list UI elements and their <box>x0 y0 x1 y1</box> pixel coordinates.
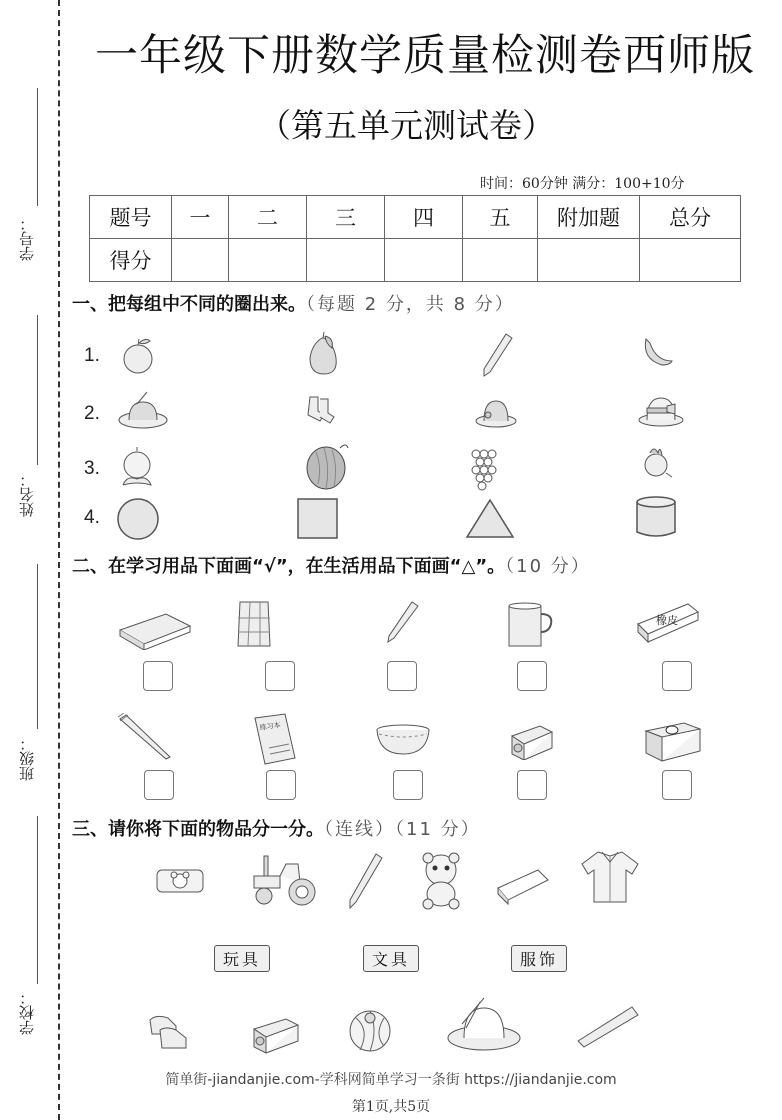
page-title: 一年级下册数学质量检测卷西师版 <box>95 31 755 81</box>
feather-hat-icon[interactable] <box>444 994 522 1054</box>
header-cell: 五 <box>463 196 538 239</box>
header-cell: 四 <box>385 196 463 239</box>
category-toys[interactable]: 玩具 <box>214 945 270 972</box>
section2-heading: 二、在学习用品下面画“√”，在生活用品下面画“△”。 <box>72 556 506 577</box>
group3-number: 3. <box>84 458 100 479</box>
class-label: 班级： <box>18 736 36 781</box>
tissue-box-icon[interactable] <box>644 719 702 763</box>
score-cell[interactable] <box>229 239 307 282</box>
eraser-icon[interactable] <box>496 866 550 906</box>
header-cell: 二 <box>229 196 307 239</box>
class-line[interactable] <box>37 564 38 729</box>
header-cell: 一 <box>172 196 229 239</box>
group2-number: 2. <box>84 403 100 424</box>
bear-pencil-case-icon[interactable] <box>155 866 205 896</box>
towel-icon[interactable] <box>234 598 274 654</box>
category-clothing[interactable]: 服饰 <box>511 945 567 972</box>
section3-points: （连线）（11 分） <box>324 819 481 840</box>
tractor-icon[interactable] <box>250 852 320 908</box>
mug-icon[interactable] <box>505 600 555 650</box>
sneakers-icon[interactable] <box>146 1012 192 1054</box>
group4-number: 4. <box>84 507 100 528</box>
answer-box-eraser[interactable] <box>662 661 692 691</box>
radish-icon[interactable] <box>640 443 674 483</box>
school-line[interactable] <box>37 816 38 984</box>
name-label: 姓名： <box>18 472 36 517</box>
score-cell[interactable] <box>172 239 229 282</box>
book-label: 练习本 <box>259 721 282 732</box>
section1-heading: 一、把每组中不同的圈出来。 <box>72 294 306 315</box>
score-cell[interactable] <box>640 239 741 282</box>
eraser-icon[interactable] <box>636 600 702 650</box>
banana-icon[interactable] <box>640 335 676 371</box>
section3-heading: 三、请你将下面的物品分一分。 <box>72 819 324 840</box>
score-table <box>89 195 741 282</box>
toothbrush-icon[interactable] <box>116 713 172 761</box>
page-subtitle: （第五单元测试卷） <box>258 106 555 145</box>
eraser-label: 橡皮 <box>656 614 678 627</box>
header-cell: 题号 <box>90 196 172 239</box>
beach-ball-icon[interactable] <box>348 1008 392 1054</box>
triangle-shape-icon[interactable] <box>465 497 515 539</box>
teddy-bear-icon[interactable] <box>414 850 468 910</box>
name-line[interactable] <box>37 315 38 465</box>
category-stationery[interactable]: 文具 <box>363 945 419 972</box>
answer-box-pencil[interactable] <box>387 661 417 691</box>
score-cell[interactable] <box>385 239 463 282</box>
pencil-icon[interactable] <box>346 852 386 910</box>
answer-box-bowl[interactable] <box>393 770 423 800</box>
group1-number: 1. <box>84 345 100 366</box>
pencil-icon[interactable] <box>478 330 518 378</box>
score-cell[interactable] <box>538 239 640 282</box>
cylinder-shape-icon[interactable] <box>634 494 678 540</box>
pencil-case-icon[interactable] <box>116 610 192 650</box>
pear-icon[interactable] <box>302 330 344 378</box>
bowl-icon[interactable] <box>375 722 431 758</box>
section2-title <box>72 552 591 578</box>
bow-hat-icon[interactable] <box>637 392 685 428</box>
section1-title <box>72 290 515 316</box>
section1-points: （每题 2 分，共 8 分） <box>306 294 515 315</box>
feather-hat-icon[interactable] <box>117 390 169 430</box>
answer-box-exercise-book[interactable] <box>266 770 296 800</box>
socks-icon[interactable] <box>302 395 336 425</box>
answer-box-mug[interactable] <box>517 661 547 691</box>
answer-box-towel[interactable] <box>265 661 295 691</box>
section2-points: （10 分） <box>505 556 591 577</box>
grapes-icon[interactable] <box>466 440 502 494</box>
page-number: 第1页,共5页 <box>351 1099 431 1115</box>
apple-icon[interactable] <box>118 335 158 375</box>
score-table-header-row <box>90 196 741 239</box>
header-cell: 附加题 <box>538 196 640 239</box>
circle-shape-icon[interactable] <box>116 497 160 541</box>
score-row-label: 得分 <box>90 239 172 282</box>
square-shape-icon[interactable] <box>297 497 339 541</box>
pencil-sharpener-icon[interactable] <box>252 1015 300 1055</box>
shirt-icon[interactable] <box>580 848 640 904</box>
score-table-score-row <box>90 239 741 282</box>
header-cell: 三 <box>307 196 385 239</box>
section3-title <box>72 815 481 841</box>
exercise-book-icon[interactable] <box>253 712 297 766</box>
footer-watermark: 简单街-jiandanjie.com-学科网简单学习一条街 https://jiandanjie.com <box>165 1072 617 1088</box>
binding-dashed-line <box>58 0 60 1120</box>
ruler-icon[interactable] <box>576 1005 640 1049</box>
score-cell[interactable] <box>463 239 538 282</box>
peach-icon[interactable] <box>117 445 157 491</box>
student-number-line[interactable] <box>37 88 38 206</box>
answer-box-tissue-box[interactable] <box>662 770 692 800</box>
answer-box-pencil-case[interactable] <box>143 661 173 691</box>
answer-box-toothbrush[interactable] <box>144 770 174 800</box>
sun-hat-icon[interactable] <box>474 395 518 429</box>
watermelon-icon[interactable] <box>302 440 354 490</box>
student-number-label: 学号： <box>18 216 36 261</box>
score-cell[interactable] <box>307 239 385 282</box>
pencil-icon[interactable] <box>384 600 420 644</box>
school-label: 学校： <box>18 990 36 1035</box>
answer-box-pencil-sharpener[interactable] <box>517 770 547 800</box>
header-cell: 总分 <box>640 196 741 239</box>
pencil-sharpener-icon[interactable] <box>510 722 554 760</box>
exam-meta: 时间：60分钟 满分：100+10分 <box>480 176 685 192</box>
